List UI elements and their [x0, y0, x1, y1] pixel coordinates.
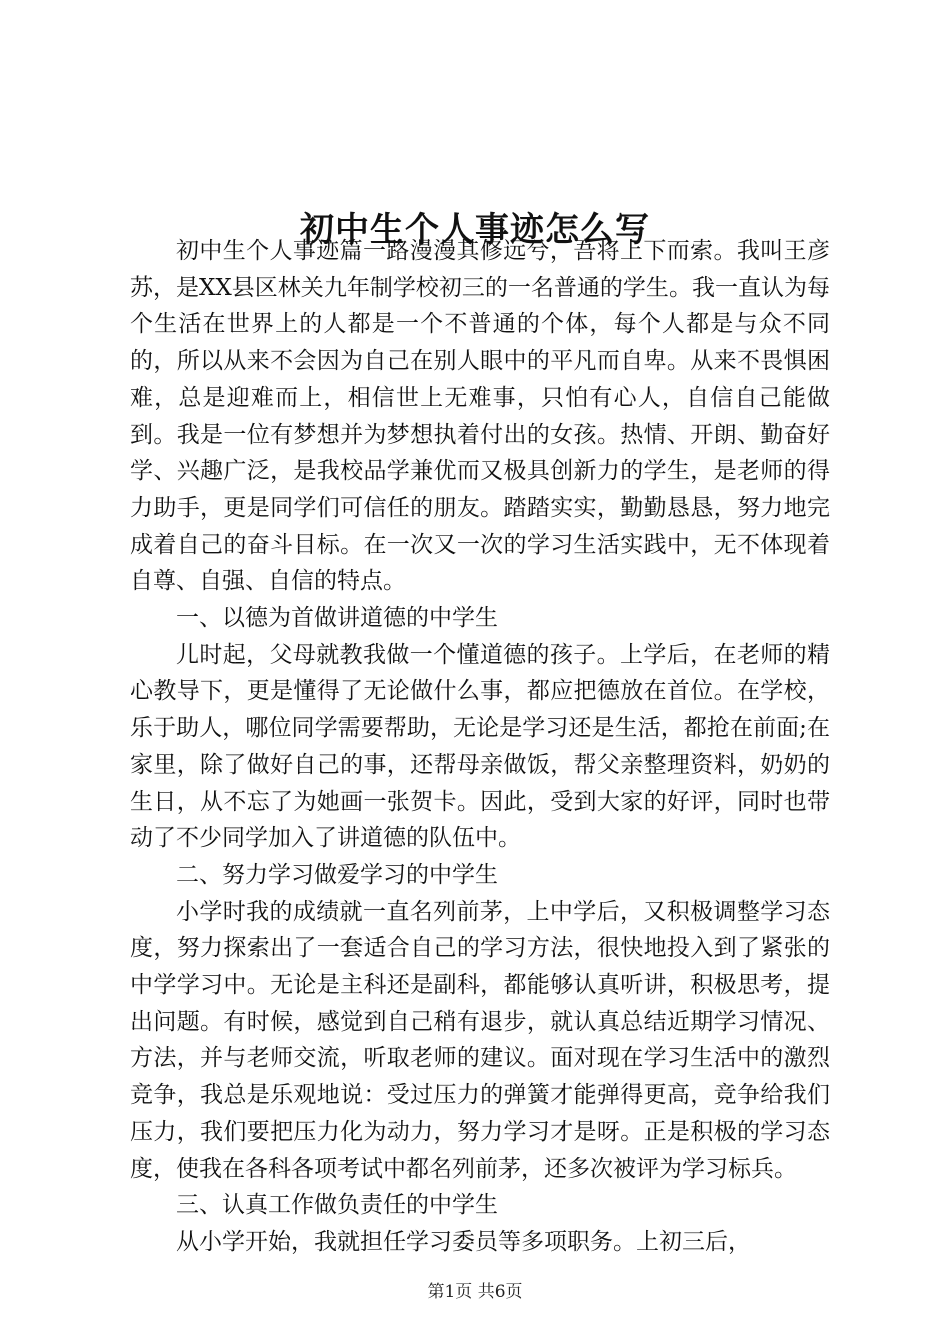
page-number-footer: 第1页 共6页 [427, 1282, 523, 1302]
morality-paragraph: 儿时起，父母就教我做一个懂道德的孩子。上学后，在老师的精心教导下，更是懂得了无论做什么事，都应把德放在首位。在学校，乐于助人，哪位同学需要帮助，无论是学习还是生活，都抢在前面;在家里，除了做好自己的事，还帮母亲做饭，帮父亲整理资料，奶奶的生日，从不忘了为她画一张贺卡。因此，受到大家的好评，同时也带动了不少同学加入了讲道德的队伍中。 [130, 641, 830, 852]
section-heading-work: 三、认真工作做负责任的中学生 [176, 1192, 498, 1219]
document-body [130, 233, 830, 1261]
study-paragraph: 小学时我的成绩就一直名列前茅，上中学后，又积极调整学习态度，努力探索出了一套适合自己的学习方法，很快地投入到了紧张的中学学习中。无论是主科还是副科，都能够认真听讲，积极思考，提出问题。有时候，感觉到自己稍有退步，就认真总结近期学习情况、方法，并与老师交流，听取老师的建议。面对现在学习生活中的激烈竞争，我总是乐观地说：受过压力的弹簧才能弹得更高，竞争给我们压力，我们要把压力化为动力，努力学习才是呀。正是积极的学习态度，使我在各科各项考试中都名列前茅，还多次被评为学习标兵。 [130, 898, 830, 1182]
document-title: 初中生个人事迹怎么写 [300, 209, 650, 250]
section-heading-study: 二、努力学习做爱学习的中学生 [176, 861, 498, 888]
intro-paragraph: 初中生个人事迹篇一路漫漫其修远兮，吾将上下而索。我叫王彦苏，是XX县区林关九年制学校初三的一名普通的学生。我一直认为每个生活在世界上的人都是一个不普通的个体，每个人都是与众不同的，所以从来不会因为自己在别人眼中的平凡而自卑。从来不畏惧困难，总是迎难而上，相信世上无难事，只怕有心人，自信自己能做到。我是一位有梦想并为梦想执着付出的女孩。热情、开朗、勤奋好学、兴趣广泛，是我校品学兼优而又极具创新力的学生，是老师的得力助手，更是同学们可信任的朋友。踏踏实实，勤勤恳恳，努力地完成着自己的奋斗目标。在一次又一次的学习生活实践中，无不体现着自尊、自强、自信的特点。 [130, 238, 830, 595]
work-paragraph: 从小学开始，我就担任学习委员等多项职务。上初三后， [176, 1228, 751, 1255]
section-heading-morality: 一、以德为首做讲道德的中学生 [176, 605, 498, 632]
